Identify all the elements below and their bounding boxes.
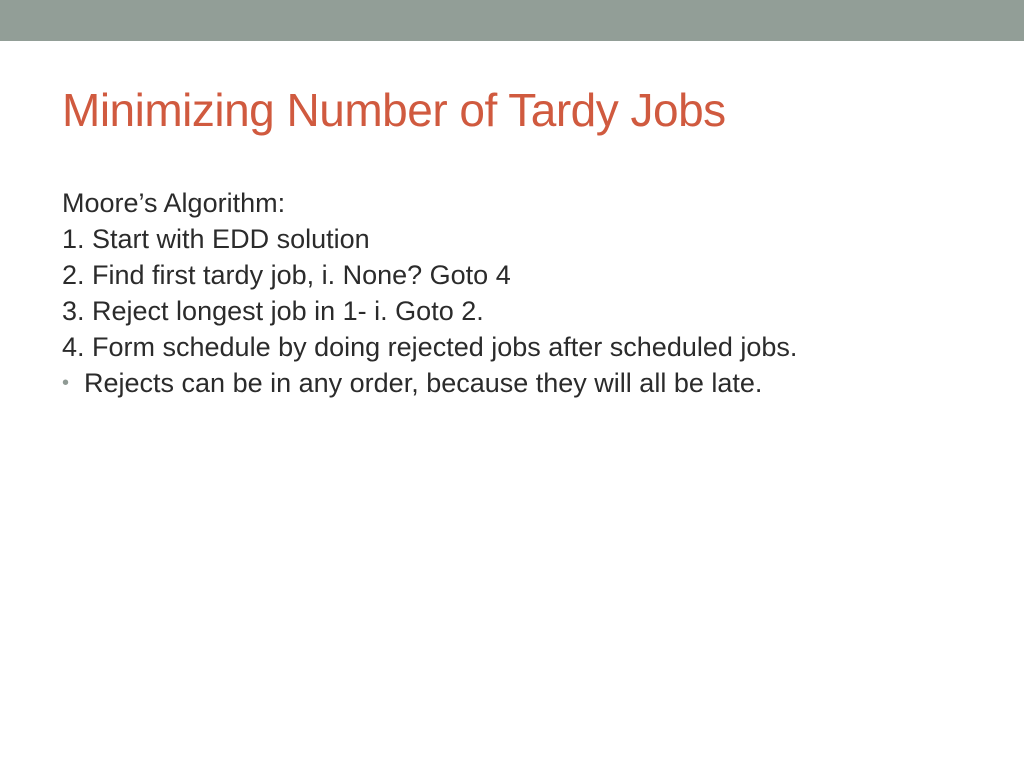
body-line-step-1: 1. Start with EDD solution [62,224,370,254]
slide-body [62,190,942,406]
body-line-step-4: 4. Form schedule by doing rejected jobs after scheduled jobs. [62,332,798,362]
body-line-heading: Moore’s Algorithm: [62,188,286,218]
bullet-text: Rejects can be in any order, because they will all be late. [84,368,763,398]
top-band [0,0,1024,41]
bullet-icon: • [62,372,70,394]
body-line-step-2: 2. Find first tardy job, i. None? Goto 4 [62,260,511,290]
body-line-step-3: 3. Reject longest job in 1- i. Goto 2. [62,296,484,326]
bullet-item [62,370,942,397]
slide-title: Minimizing Number of Tardy Jobs [62,84,726,136]
